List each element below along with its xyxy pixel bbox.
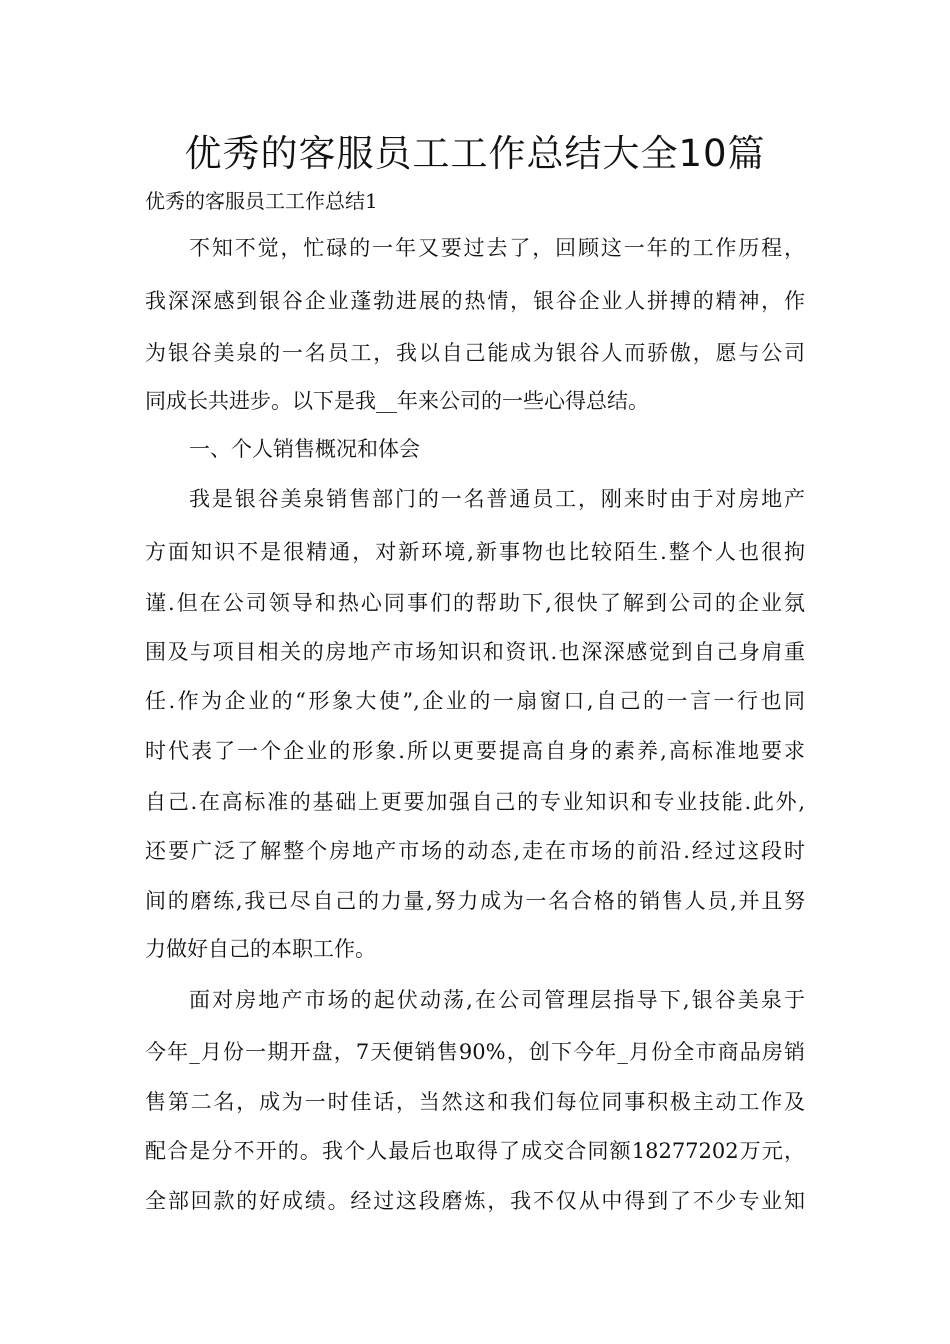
paragraph-1-line-3: 为银谷美泉的一名员工，我以自己能成为银谷人而骄傲，愿与公司: [145, 341, 805, 365]
paragraph-3-line-8: 还要广泛了解整个房地产市场的动态,走在市场的前沿.经过这段时: [145, 839, 805, 863]
paragraph-1-line-4: 同成长共进步。以下是我__年来公司的一些心得总结。: [145, 389, 649, 413]
paragraph-1-line-2: 我深深感到银谷企业蓬勃进展的热情，银谷企业人拼搏的精神，作: [145, 289, 805, 313]
paragraph-3-line-2: 方面知识不是很精通，对新环境,新事物也比较陌生.整个人也很拘: [145, 540, 805, 564]
paragraph-1-line-1: 不知不觉，忙碌的一年又要过去了，回顾这一年的工作历程，: [189, 236, 805, 260]
paragraph-3-line-3: 谨.但在公司领导和热心同事们的帮助下,很快了解到公司的企业氛: [145, 591, 805, 615]
section-heading: 优秀的客服员工工作总结1: [145, 189, 378, 213]
subheading-sales-overview: 一、个人销售概况和体会: [189, 437, 420, 461]
document-title: 优秀的客服员工工作总结大全10篇: [184, 132, 766, 175]
paragraph-3-line-9: 间的磨练,我已尽自己的力量,努力成为一名合格的销售人员,并且努: [145, 889, 805, 913]
paragraph-3-line-5: 任.作为企业的“形象大使”,企业的一扇窗口,自己的一言一行也同: [145, 689, 805, 713]
paragraph-3-line-10: 力做好自己的本职工作。: [145, 937, 376, 961]
paragraph-4-line-2: 今年_月份一期开盘，7天便销售90%，创下今年_月份全市商品房销: [145, 1040, 805, 1064]
paragraph-4-line-1: 面对房地产市场的起伏动荡,在公司管理层指导下,银谷美泉于: [189, 988, 805, 1012]
paragraph-3-line-7: 自己.在高标准的基础上更要加强自己的专业知识和专业技能.此外,: [145, 790, 805, 814]
paragraph-4-line-3: 售第二名，成为一时佳话，当然这和我们每位同事积极主动工作及: [145, 1090, 805, 1114]
paragraph-4-line-4: 配合是分不开的。我个人最后也取得了成交合同额18277202万元，: [145, 1139, 805, 1163]
paragraph-3-line-1: 我是银谷美泉销售部门的一名普通员工，刚来时由于对房地产: [189, 487, 805, 511]
paragraph-4-line-5: 全部回款的好成绩。经过这段磨炼，我不仅从中得到了不少专业知: [145, 1189, 805, 1213]
paragraph-3-line-6: 时代表了一个企业的形象.所以更要提高自身的素养,高标准地要求: [145, 739, 805, 763]
paragraph-3-line-4: 围及与项目相关的房地产市场知识和资讯.也深深感觉到自己身肩重: [145, 640, 805, 664]
